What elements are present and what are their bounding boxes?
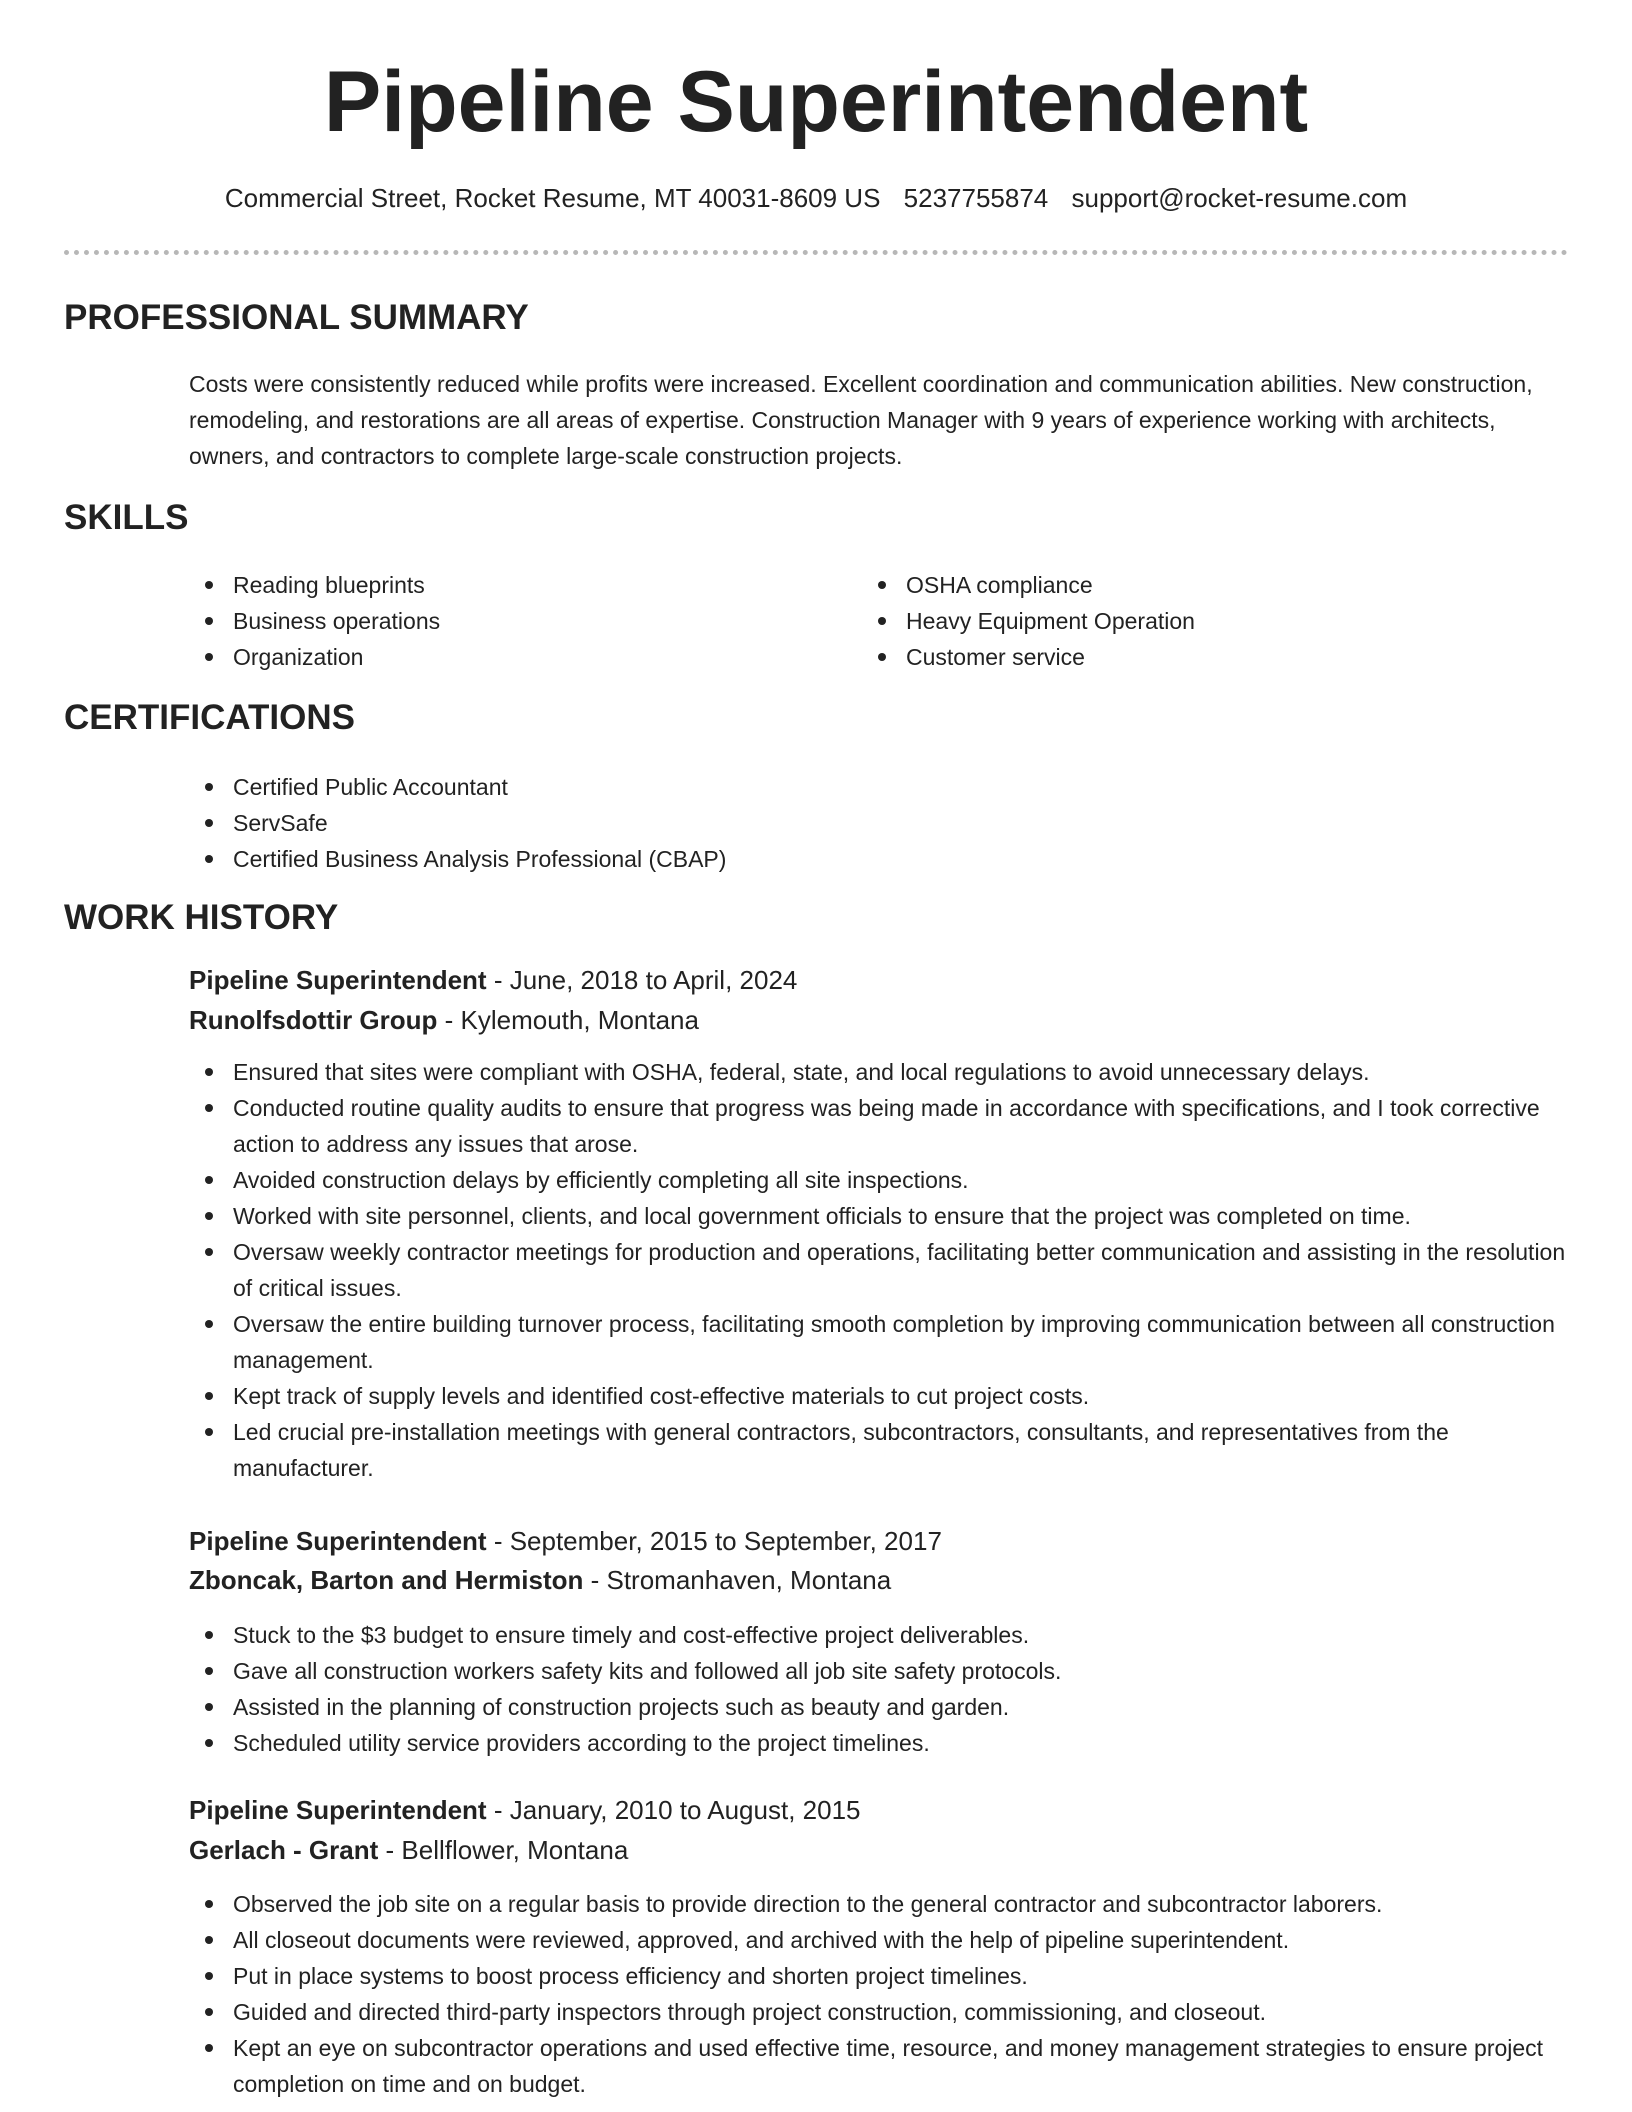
contact-line bbox=[0, 180, 1632, 216]
certifications-heading: CERTIFICATIONS bbox=[64, 698, 356, 737]
certification-item: Certified Public Accountant bbox=[189, 769, 1189, 805]
job-location: - Bellflower, Montana bbox=[378, 1835, 629, 1865]
job-bullet: Put in place systems to boost process efficiency and shorten project timelines. bbox=[189, 1958, 1569, 1994]
job-title: Pipeline Superintendent bbox=[189, 965, 487, 995]
skill-item: Customer service bbox=[862, 639, 1502, 675]
job-dates: - June, 2018 to April, 2024 bbox=[486, 965, 798, 995]
job-bullets bbox=[189, 1886, 1569, 2102]
skill-item: Heavy Equipment Operation bbox=[862, 603, 1502, 639]
job-company-line bbox=[189, 1003, 699, 1037]
job-title: Pipeline Superintendent bbox=[189, 1526, 487, 1556]
job-company-line bbox=[189, 1833, 628, 1867]
summary-heading: PROFESSIONAL SUMMARY bbox=[64, 298, 529, 337]
job-bullet: Conducted routine quality audits to ensure that progress was being made in accordance with specifications, and I took corrective action to address any issues that arose. bbox=[189, 1090, 1569, 1162]
certification-item: ServSafe bbox=[189, 805, 1189, 841]
skill-item: Business operations bbox=[189, 603, 829, 639]
job-title: Pipeline Superintendent bbox=[189, 1795, 487, 1825]
skill-item: Reading blueprints bbox=[189, 567, 829, 603]
skills-list-left bbox=[189, 567, 829, 675]
job-title-line bbox=[189, 1524, 942, 1558]
job-bullet: Kept an eye on subcontractor operations and used effective time, resource, and money management strategies to ensure project completion on time and on budget. bbox=[189, 2030, 1569, 2102]
header-divider bbox=[64, 250, 1568, 255]
job-bullet: Oversaw weekly contractor meetings for production and operations, facilitating better communication and assisting in the resolution of critical issues. bbox=[189, 1234, 1569, 1306]
job-company-line bbox=[189, 1563, 891, 1597]
job-dates: - September, 2015 to September, 2017 bbox=[486, 1526, 942, 1556]
job-location: - Kylemouth, Montana bbox=[437, 1005, 699, 1035]
summary-text: Costs were consistently reduced while profits were increased. Excellent coordination and communication abilities. New construction, remodeling, and restorations are all areas of expertise. Construction Manager with 9 years of experience working with architects, owners, and contractors to complete large-scale construction projects. bbox=[189, 371, 1533, 469]
job-bullet: Gave all construction workers safety kits and followed all job site safety protocols. bbox=[189, 1653, 1569, 1689]
job-company: Gerlach - Grant bbox=[189, 1835, 379, 1865]
job-title-line bbox=[189, 963, 797, 997]
job-bullet: Oversaw the entire building turnover process, facilitating smooth completion by improving communication between all construction management. bbox=[189, 1306, 1569, 1378]
job-bullet: Ensured that sites were compliant with OSHA, federal, state, and local regulations to avoid unnecessary delays. bbox=[189, 1054, 1569, 1090]
job-dates: - January, 2010 to August, 2015 bbox=[486, 1795, 861, 1825]
job-company: Runolfsdottir Group bbox=[189, 1005, 438, 1035]
job-bullet: Assisted in the planning of construction projects such as beauty and garden. bbox=[189, 1689, 1569, 1725]
skill-item: Organization bbox=[189, 639, 829, 675]
work-history-heading: WORK HISTORY bbox=[64, 898, 339, 937]
job-title-line bbox=[189, 1793, 860, 1827]
certification-item: Certified Business Analysis Professional (CBAP) bbox=[189, 841, 1189, 877]
job-bullet: Guided and directed third-party inspectors through project construction, commissioning, and closeout. bbox=[189, 1994, 1569, 2030]
job-bullet: Observed the job site on a regular basis to provide direction to the general contractor and subcontractor laborers. bbox=[189, 1886, 1569, 1922]
contact-phone: 5237755874 bbox=[903, 183, 1049, 213]
skills-list-right bbox=[862, 567, 1502, 675]
job-bullets bbox=[189, 1617, 1569, 1761]
contact-address: Commercial Street, Rocket Resume, MT 40031-8609 US bbox=[224, 183, 881, 213]
job-bullet: Avoided construction delays by efficiently completing all site inspections. bbox=[189, 1162, 1569, 1198]
contact-email: support@rocket-resume.com bbox=[1071, 183, 1408, 213]
job-location: - Stromanhaven, Montana bbox=[583, 1565, 892, 1595]
skill-item: OSHA compliance bbox=[862, 567, 1502, 603]
job-bullet: Stuck to the $3 budget to ensure timely and cost-effective project deliverables. bbox=[189, 1617, 1569, 1653]
job-bullets bbox=[189, 1054, 1569, 1486]
skills-heading: SKILLS bbox=[64, 498, 189, 537]
job-bullet: Led crucial pre-installation meetings with general contractors, subcontractors, consultants, and representatives from the manufacturer. bbox=[189, 1414, 1569, 1486]
job-bullet: Kept track of supply levels and identified cost-effective materials to cut project costs. bbox=[189, 1378, 1569, 1414]
job-bullet: Scheduled utility service providers according to the project timelines. bbox=[189, 1725, 1569, 1761]
job-bullet: Worked with site personnel, clients, and local government officials to ensure that the project was completed on time. bbox=[189, 1198, 1569, 1234]
job-company: Zboncak, Barton and Hermiston bbox=[189, 1565, 584, 1595]
certifications-list bbox=[189, 769, 1189, 877]
resume-name: Pipeline Superintendent bbox=[323, 54, 1309, 150]
job-bullet: All closeout documents were reviewed, approved, and archived with the help of pipeline superintendent. bbox=[189, 1922, 1569, 1958]
